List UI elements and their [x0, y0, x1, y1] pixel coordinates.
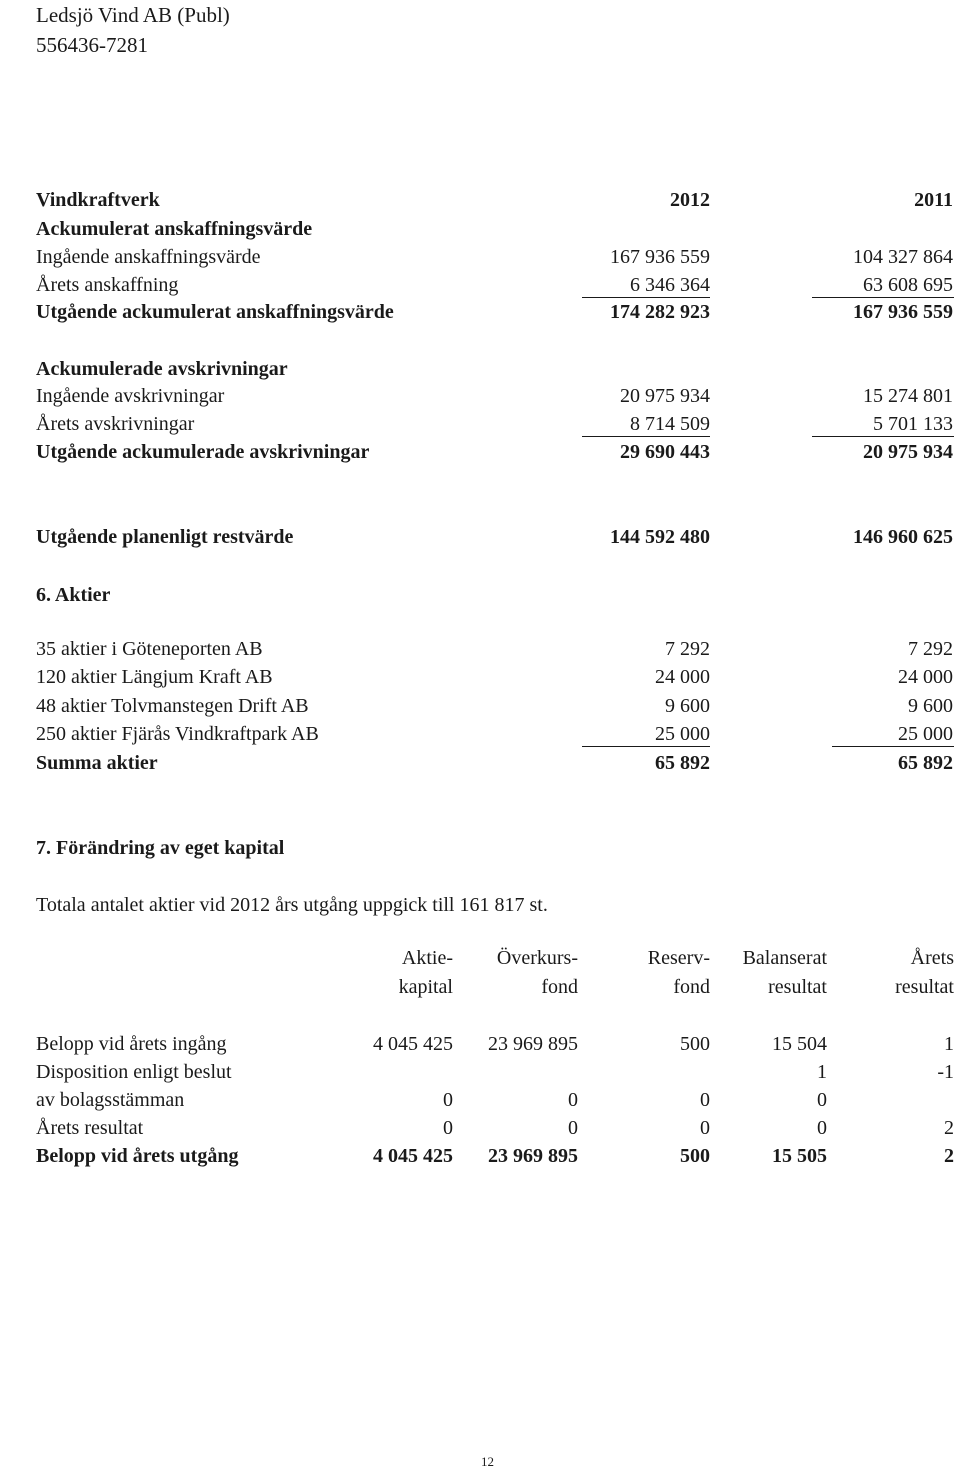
- aktier-total-2011: 65 892: [898, 752, 953, 774]
- sum-rule: [582, 746, 710, 747]
- equity-col-header: Reserv-: [647, 947, 710, 969]
- aktier-total-2012: 65 892: [655, 752, 710, 774]
- equity-row-label: Disposition enligt beslut: [36, 1061, 232, 1083]
- residual-2011: 146 960 625: [853, 526, 953, 548]
- acq-row-label: Årets anskaffning: [36, 274, 179, 296]
- aktier-row-2012: 24 000: [655, 666, 710, 688]
- equity-row-label: Årets resultat: [36, 1117, 144, 1139]
- equity-col-header: Årets: [910, 947, 954, 969]
- acq-row-2011: 104 327 864: [853, 246, 953, 268]
- equity-row-label: Belopp vid årets ingång: [36, 1033, 227, 1055]
- aktier-row-2012: 9 600: [665, 695, 710, 717]
- equity-col-header: Balanserat: [742, 947, 827, 969]
- acq-total-label: Utgående ackumulerat anskaffningsvärde: [36, 301, 394, 323]
- acq-total-2011: 167 936 559: [853, 301, 953, 323]
- aktier-row-2011: 7 292: [908, 638, 953, 660]
- sum-rule: [582, 297, 710, 298]
- dep-row-2012: 8 714 509: [630, 413, 710, 435]
- acq-total-2012: 174 282 923: [610, 301, 710, 323]
- equity-col-header: fond: [673, 976, 710, 998]
- equity-row-label: av bolagsstämman: [36, 1089, 185, 1111]
- equity-cell: 0: [568, 1117, 578, 1139]
- residual-2012: 144 592 480: [610, 526, 710, 548]
- aktier-row-label: 250 aktier Fjärås Vindkraftpark AB: [36, 723, 319, 745]
- equity-col-header: Överkurs-: [496, 947, 578, 969]
- equity-note: Totala antalet aktier vid 2012 års utgång uppgick till 161 817 st.: [36, 894, 548, 916]
- page-number: 12: [481, 1454, 494, 1469]
- section-title-aktier: 6. Aktier: [36, 584, 111, 606]
- equity-cell: 0: [700, 1089, 710, 1111]
- sum-rule: [812, 297, 954, 298]
- acq-row-label: Ingående anskaffningsvärde: [36, 246, 261, 268]
- section-title-equity: 7. Förändring av eget kapital: [36, 837, 285, 859]
- equity-total-cell: 4 045 425: [373, 1145, 453, 1167]
- equity-total-cell: 15 505: [772, 1145, 827, 1167]
- equity-col-header: resultat: [768, 976, 827, 998]
- dep-row-2011: 5 701 133: [873, 413, 953, 435]
- equity-cell: 500: [680, 1033, 710, 1055]
- dep-row-label: Ingående avskrivningar: [36, 385, 225, 407]
- dep-total-2011: 20 975 934: [863, 441, 953, 463]
- dep-row-2011: 15 274 801: [863, 385, 953, 407]
- aktier-row-label: 48 aktier Tolvmanstegen Drift AB: [36, 695, 309, 717]
- aktier-row-label: 35 aktier i Göteneporten AB: [36, 638, 263, 660]
- org-number: 556436-7281: [36, 33, 148, 57]
- residual-label: Utgående planenligt restvärde: [36, 526, 294, 548]
- equity-col-header: kapital: [398, 976, 453, 998]
- company-name: Ledsjö Vind AB (Publ): [36, 3, 230, 27]
- equity-total-label: Belopp vid årets utgång: [36, 1145, 239, 1167]
- equity-col-header: fond: [541, 976, 578, 998]
- equity-col-header: resultat: [895, 976, 954, 998]
- aktier-row-2012: 25 000: [655, 723, 710, 745]
- aktier-row-2011: 9 600: [908, 695, 953, 717]
- equity-cell: -1: [937, 1061, 954, 1083]
- aktier-total-label: Summa aktier: [36, 752, 158, 774]
- equity-total-cell: 2: [944, 1145, 954, 1167]
- equity-cell: 0: [568, 1089, 578, 1111]
- equity-cell: 15 504: [772, 1033, 827, 1055]
- year-header-2011: 2011: [914, 189, 953, 211]
- sum-rule: [812, 436, 954, 437]
- acq-row-2012: 6 346 364: [630, 274, 710, 296]
- sum-rule: [582, 436, 710, 437]
- year-header-2012: 2012: [670, 189, 710, 211]
- acq-row-2012: 167 936 559: [610, 246, 710, 268]
- dep-total-2012: 29 690 443: [620, 441, 710, 463]
- equity-cell: 2: [944, 1117, 954, 1139]
- equity-cell: 0: [443, 1089, 453, 1111]
- dep-heading: Ackumulerade avskrivningar: [36, 358, 288, 380]
- dep-row-label: Årets avskrivningar: [36, 413, 195, 435]
- equity-cell: 1: [817, 1061, 827, 1083]
- dep-row-2012: 20 975 934: [620, 385, 710, 407]
- aktier-row-2012: 7 292: [665, 638, 710, 660]
- equity-col-header: Aktie-: [401, 947, 453, 969]
- equity-cell: 0: [700, 1117, 710, 1139]
- acq-heading: Ackumulerat anskaffningsvärde: [36, 218, 313, 240]
- equity-cell: 23 969 895: [488, 1033, 578, 1055]
- aktier-row-label: 120 aktier Längjum Kraft AB: [36, 666, 273, 688]
- equity-cell: 4 045 425: [373, 1033, 453, 1055]
- equity-cell: 0: [817, 1089, 827, 1111]
- equity-cell: 0: [443, 1117, 453, 1139]
- section-title-vindkraftverk: Vindkraftverk: [36, 189, 160, 211]
- sum-rule: [832, 746, 954, 747]
- equity-total-cell: 500: [680, 1145, 710, 1167]
- aktier-row-2011: 25 000: [898, 723, 953, 745]
- aktier-row-2011: 24 000: [898, 666, 953, 688]
- dep-total-label: Utgående ackumulerade avskrivningar: [36, 441, 370, 463]
- equity-cell: 1: [944, 1033, 954, 1055]
- equity-total-cell: 23 969 895: [488, 1145, 578, 1167]
- equity-cell: 0: [817, 1117, 827, 1139]
- acq-row-2011: 63 608 695: [863, 274, 953, 296]
